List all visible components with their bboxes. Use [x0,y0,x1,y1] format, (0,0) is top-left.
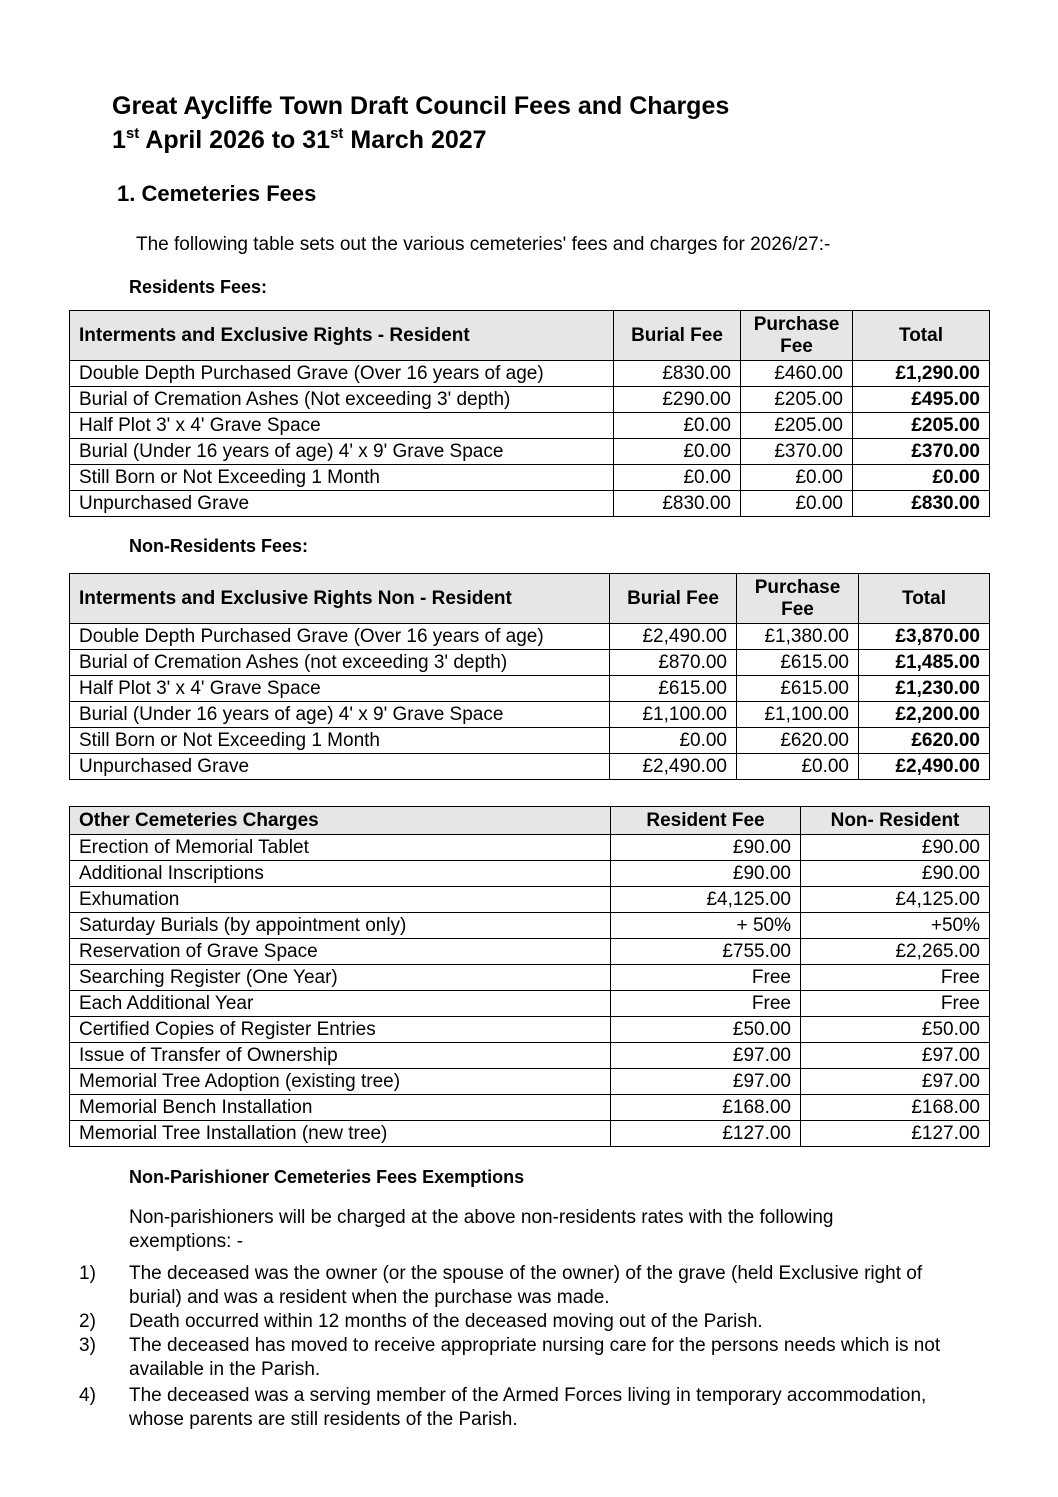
table-row [70,624,990,650]
value-cell: £127.00 [611,1121,801,1147]
value-cell: £495.00 [853,387,990,413]
row-label-cell: Still Born or Not Exceeding 1 Month [70,728,610,754]
table-row [70,650,990,676]
value-cell: £755.00 [611,939,801,965]
table-row [70,413,990,439]
list-item-number: 4) [79,1385,96,1406]
column-header: Burial Fee [610,574,737,624]
residents-heading: Residents Fees: [129,277,268,297]
row-label-cell: Saturday Burials (by appointment only) [70,913,611,939]
value-cell: £2,265.00 [801,939,990,965]
list-item-number: 3) [79,1335,96,1356]
column-header: Total [853,311,990,361]
list-item: The deceased was a serving member of the Armed Forces living in temporary accommodation, whose parents are still residents of the Parish. [129,1385,927,1430]
value-cell: £205.00 [741,413,853,439]
value-cell: £830.00 [853,491,990,517]
row-label-cell: Half Plot 3' x 4' Grave Space [70,413,614,439]
row-label-cell: Burial (Under 16 years of age) 4' x 9' Grave Space [70,439,614,465]
exemptions-heading: Non-Parishioner Cemeteries Fees Exemptions [129,1167,525,1187]
table-row [70,1043,990,1069]
value-cell: £830.00 [614,361,741,387]
table-row [70,1095,990,1121]
value-cell: +50% [801,913,990,939]
table-row [70,439,990,465]
value-cell: £370.00 [853,439,990,465]
table-row [70,1121,990,1147]
value-cell: £4,125.00 [611,887,801,913]
value-cell: £620.00 [859,728,990,754]
exemptions-intro: Non-parishioners will be charged at the above non-residents rates with the following exemptions: - [129,1207,834,1252]
value-cell: £1,230.00 [859,676,990,702]
table-row [70,887,990,913]
value-cell: £0.00 [741,465,853,491]
value-cell: £3,870.00 [859,624,990,650]
value-cell: £370.00 [741,439,853,465]
list-item: Death occurred within 12 months of the deceased moving out of the Parish. [129,1311,763,1332]
row-label-cell: Additional Inscriptions [70,861,611,887]
table-row [70,702,990,728]
table-header-row [70,807,990,835]
value-cell: £615.00 [737,650,859,676]
value-cell: £127.00 [801,1121,990,1147]
value-cell: £90.00 [801,835,990,861]
value-cell: £0.00 [614,413,741,439]
row-label-cell: Unpurchased Grave [70,754,610,780]
value-cell: £97.00 [611,1069,801,1095]
table-row [70,965,990,991]
table-row [70,1017,990,1043]
value-cell: £97.00 [801,1043,990,1069]
value-cell: £90.00 [801,861,990,887]
column-header: Other Cemeteries Charges [70,807,611,835]
section-heading: 1. Cemeteries Fees [117,181,317,206]
value-cell: £97.00 [611,1043,801,1069]
row-label-cell: Memorial Bench Installation [70,1095,611,1121]
list-item-number: 2) [79,1311,96,1332]
value-cell: £0.00 [853,465,990,491]
row-label-cell: Issue of Transfer of Ownership [70,1043,611,1069]
value-cell: £1,100.00 [610,702,737,728]
list-item: The deceased has moved to receive appropriate nursing care for the persons needs which is not available in the Parish. [129,1335,941,1380]
value-cell: £0.00 [614,465,741,491]
residents-table-body [70,361,990,517]
value-cell: £0.00 [737,754,859,780]
value-cell: £620.00 [737,728,859,754]
column-header: Total [859,574,990,624]
value-cell: Free [801,991,990,1017]
table-row [70,465,990,491]
column-header: Burial Fee [614,311,741,361]
list-item: The deceased was the owner (or the spouse of the owner) of the grave (held Exclusive right of burial) and was a resident when the purchase was made. [129,1263,923,1308]
value-cell: £90.00 [611,835,801,861]
value-cell: Free [611,965,801,991]
value-cell: £1,290.00 [853,361,990,387]
value-cell: £870.00 [610,650,737,676]
table-row [70,491,990,517]
value-cell: £0.00 [741,491,853,517]
table-header-row [70,311,990,361]
table-row [70,1069,990,1095]
row-label-cell: Memorial Tree Adoption (existing tree) [70,1069,611,1095]
other-charges-table [69,806,990,1147]
date-part: April 2026 to 31 [139,126,331,154]
table-row [70,754,990,780]
value-cell: £290.00 [614,387,741,413]
value-cell: £1,100.00 [737,702,859,728]
table-header-row [70,574,990,624]
table-row [70,835,990,861]
column-header: Purchase Fee [741,311,853,361]
other-charges-table-body [70,835,990,1147]
value-cell: £460.00 [741,361,853,387]
row-label-cell: Double Depth Purchased Grave (Over 16 years of age) [70,624,610,650]
value-cell: £1,380.00 [737,624,859,650]
date-part: 1 [112,126,126,154]
row-label-cell: Erection of Memorial Tablet [70,835,611,861]
date-suffix: st [125,125,140,142]
value-cell: £615.00 [610,676,737,702]
row-label-cell: Memorial Tree Installation (new tree) [70,1121,611,1147]
residents-fees-table [69,310,990,517]
row-label-cell: Half Plot 3' x 4' Grave Space [70,676,610,702]
value-cell: £205.00 [853,413,990,439]
table-row [70,728,990,754]
value-cell: £0.00 [614,439,741,465]
row-label-cell: Double Depth Purchased Grave (Over 16 years of age) [70,361,614,387]
row-label-cell: Burial of Cremation Ashes (Not exceeding 3' depth) [70,387,614,413]
value-cell: £615.00 [737,676,859,702]
table-row [70,991,990,1017]
column-header: Purchase Fee [737,574,859,624]
page-title: Great Aycliffe Town Draft Council Fees and Charges [112,92,730,120]
value-cell: £168.00 [801,1095,990,1121]
column-header: Non- Resident [801,807,990,835]
row-label-cell: Exhumation [70,887,611,913]
non-residents-fees-table [69,573,990,780]
value-cell: £2,490.00 [610,624,737,650]
table-row [70,913,990,939]
table-row [70,676,990,702]
value-cell: £830.00 [614,491,741,517]
value-cell: £90.00 [611,861,801,887]
row-label-cell: Still Born or Not Exceeding 1 Month [70,465,614,491]
column-header: Interments and Exclusive Rights Non - Resident [70,574,610,624]
value-cell: £2,200.00 [859,702,990,728]
row-label-cell: Burial (Under 16 years of age) 4' x 9' Grave Space [70,702,610,728]
column-header: Interments and Exclusive Rights - Resident [70,311,614,361]
table-row [70,861,990,887]
row-label-cell: Certified Copies of Register Entries [70,1017,611,1043]
value-cell: £4,125.00 [801,887,990,913]
intro-text: The following table sets out the various cemeteries' fees and charges for 2026/27:- [136,234,831,255]
value-cell: £0.00 [610,728,737,754]
value-cell: £205.00 [741,387,853,413]
value-cell: £1,485.00 [859,650,990,676]
column-header: Resident Fee [611,807,801,835]
value-cell: £97.00 [801,1069,990,1095]
table-row [70,387,990,413]
row-label-cell: Reservation of Grave Space [70,939,611,965]
value-cell: £168.00 [611,1095,801,1121]
date-range-title [112,124,487,156]
value-cell: £50.00 [611,1017,801,1043]
value-cell: £2,490.00 [610,754,737,780]
value-cell: + 50% [611,913,801,939]
row-label-cell: Burial of Cremation Ashes (not exceeding 3' depth) [70,650,610,676]
row-label-cell: Unpurchased Grave [70,491,614,517]
date-suffix: st [330,125,344,142]
non-residents-heading: Non-Residents Fees: [129,536,309,556]
value-cell: £50.00 [801,1017,990,1043]
value-cell: £2,490.00 [859,754,990,780]
value-cell: Free [801,965,990,991]
date-part: March 2027 [343,126,487,154]
table-row [70,939,990,965]
non-residents-table-body [70,624,990,780]
value-cell: Free [611,991,801,1017]
list-item-number: 1) [79,1263,96,1284]
row-label-cell: Each Additional Year [70,991,611,1017]
row-label-cell: Searching Register (One Year) [70,965,611,991]
table-row [70,361,990,387]
